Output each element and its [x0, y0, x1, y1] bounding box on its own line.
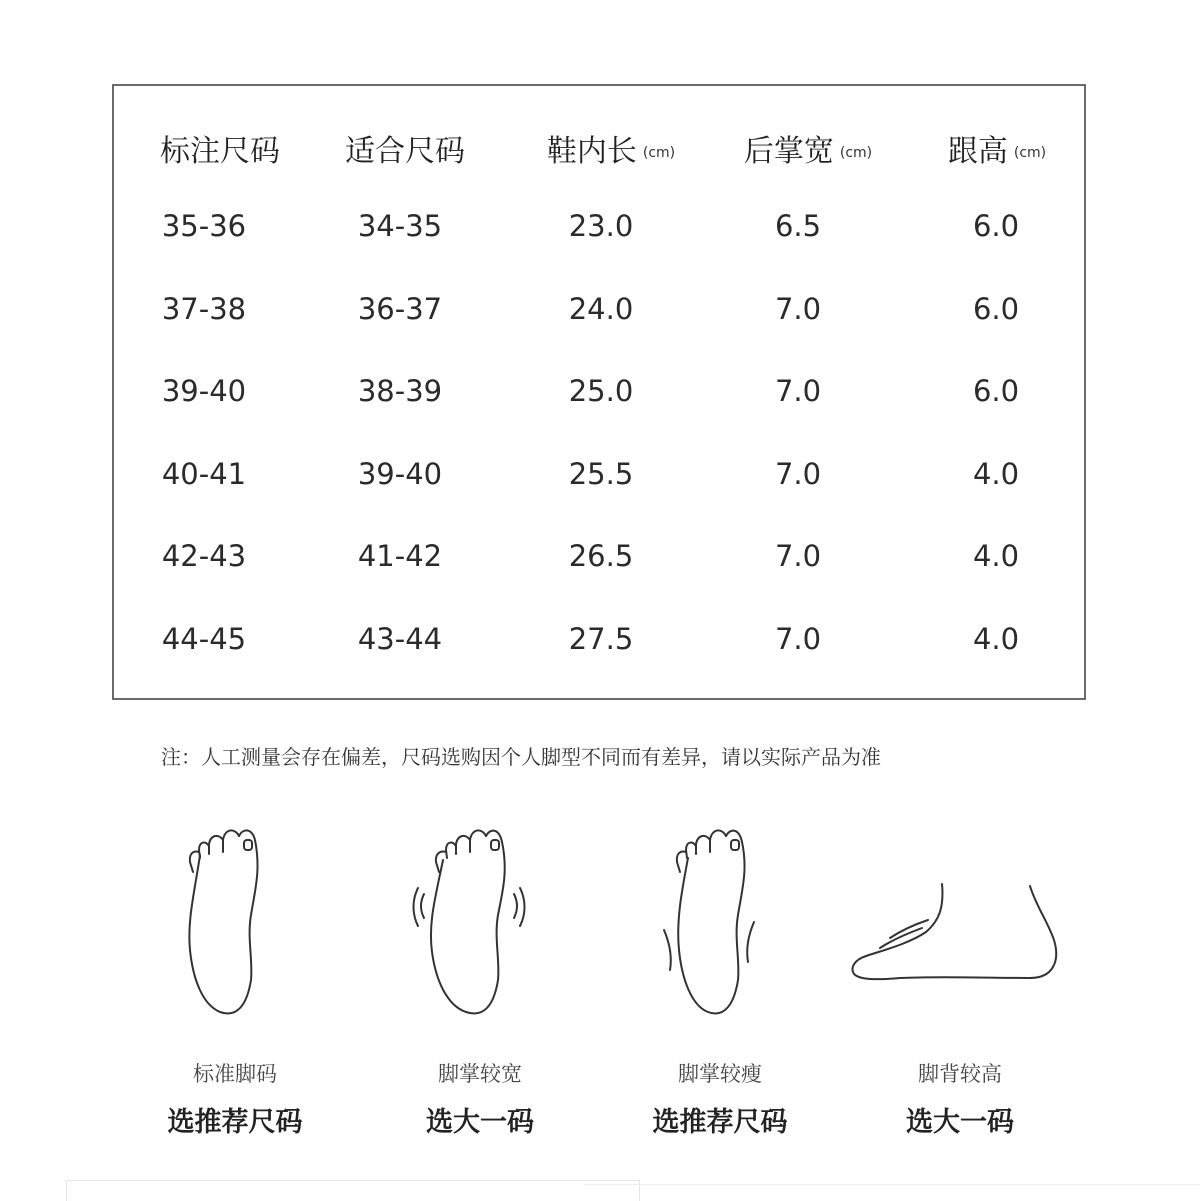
- high-instep-foot-icon: [840, 810, 1080, 1020]
- table-cell: 44-45: [161, 622, 247, 656]
- table-cell: 37-38: [161, 292, 247, 326]
- table-cell: 36-37: [357, 292, 443, 326]
- table-cell: 7.0: [774, 457, 822, 491]
- table-cell: 6.5: [774, 209, 822, 243]
- table-cell: 4.0: [972, 539, 1020, 573]
- foot-type-advice: 选推荐尺码: [652, 1107, 788, 1138]
- foot-type-label: 脚掌较瘦: [678, 1062, 762, 1086]
- table-cell: 34-35: [357, 209, 443, 243]
- foot-type-label: 脚背较高: [918, 1062, 1002, 1086]
- foot-type-label: 标准脚码: [193, 1062, 277, 1086]
- table-cell: 7.0: [774, 292, 822, 326]
- header-heel-height: 跟高 (cm): [947, 134, 1047, 169]
- table-cell: 24.0: [568, 292, 634, 326]
- size-table: [112, 84, 1086, 700]
- table-cell: 27.5: [568, 622, 634, 656]
- table-cell: 6.0: [972, 374, 1020, 408]
- table-cell: 4.0: [972, 622, 1020, 656]
- table-cell: 38-39: [357, 374, 443, 408]
- table-cell: 39-40: [161, 374, 247, 408]
- measurement-note: 注：人工测量会存在偏差，尺码选购因个人脚型不同而有差异，请以实际产品为准: [161, 745, 881, 769]
- foot-type-advice: 选大一码: [426, 1107, 534, 1138]
- foot-type-advice: 选大一码: [906, 1107, 1014, 1138]
- table-cell: 42-43: [161, 539, 247, 573]
- foot-type-advice: 选推荐尺码: [167, 1107, 303, 1138]
- foot-type-wide: [360, 810, 600, 1138]
- header-label-size: 标注尺码: [160, 134, 280, 169]
- table-cell: 35-36: [161, 209, 247, 243]
- bottom-divider: [66, 1180, 640, 1201]
- wide-foot-icon: [360, 810, 600, 1020]
- foot-type-high-instep: [840, 810, 1080, 1138]
- foot-type-narrow: [600, 810, 840, 1138]
- table-cell: 26.5: [568, 539, 634, 573]
- table-cell: 39-40: [357, 457, 443, 491]
- table-cell: 25.0: [568, 374, 634, 408]
- header-fit-size: 适合尺码: [345, 134, 465, 169]
- table-cell: 7.0: [774, 374, 822, 408]
- table-cell: 23.0: [568, 209, 634, 243]
- table-cell: 7.0: [774, 622, 822, 656]
- standard-foot-icon: [115, 810, 355, 1020]
- bottom-divider: [584, 1184, 1200, 1185]
- table-cell: 41-42: [357, 539, 443, 573]
- table-cell: 43-44: [357, 622, 443, 656]
- table-cell: 25.5: [568, 457, 634, 491]
- narrow-foot-icon: [600, 810, 840, 1020]
- header-inner-length: 鞋内长 (cm): [546, 134, 676, 169]
- table-cell: 6.0: [972, 209, 1020, 243]
- foot-type-label: 脚掌较宽: [438, 1062, 522, 1086]
- foot-type-standard: [115, 810, 355, 1138]
- table-cell: 6.0: [972, 292, 1020, 326]
- table-cell: 7.0: [774, 539, 822, 573]
- table-cell: 4.0: [972, 457, 1020, 491]
- table-cell: 40-41: [161, 457, 247, 491]
- header-heel-width: 后掌宽 (cm): [743, 134, 873, 169]
